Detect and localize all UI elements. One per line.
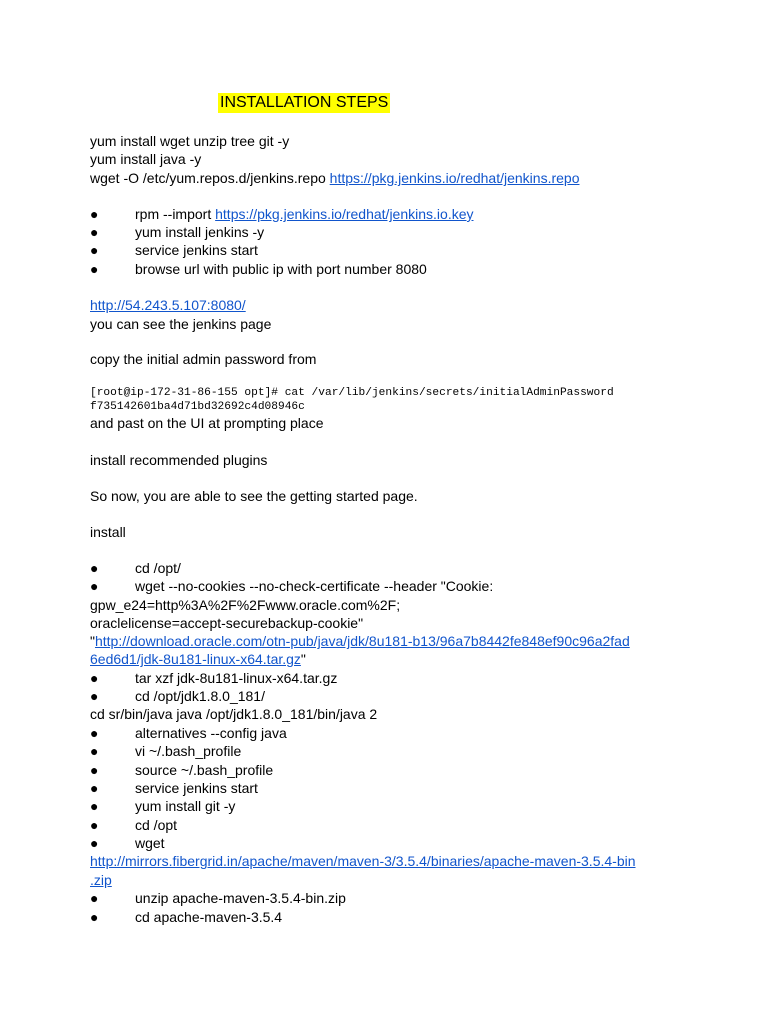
list-item: service jenkins start xyxy=(135,780,258,796)
jenkins-url-link[interactable]: http://54.243.5.107:8080/ xyxy=(90,297,246,313)
list-item: cd apache-maven-3.5.4 xyxy=(135,909,283,925)
jenkins-key-link[interactable]: https://pkg.jenkins.io/redhat/jenkins.io.key xyxy=(215,206,474,222)
bullet-icon: ● xyxy=(90,261,99,277)
text-line: cd sr/bin/java java /opt/jdk1.8.0_181/bin/java 2 xyxy=(90,706,378,722)
bullet-icon: ● xyxy=(90,688,99,704)
console-command: [root@ip-172-31-86-155 opt]# cat /var/lib/jenkins/secrets/initialAdminPassword xyxy=(90,387,614,399)
text-line: So now, you are able to see the getting started page. xyxy=(90,488,418,504)
text-line xyxy=(90,852,636,870)
jenkins-repo-link[interactable]: https://pkg.jenkins.io/redhat/jenkins.repo xyxy=(329,170,580,186)
text-line: you can see the jenkins page xyxy=(90,316,272,332)
text-span: wget -O /etc/yum.repos.d/jenkins.repo xyxy=(90,170,330,186)
list-item: yum install jenkins -y xyxy=(135,224,265,240)
list-item: wget xyxy=(135,835,165,851)
bullet-icon: ● xyxy=(90,206,99,222)
maven-download-link-cont[interactable]: .zip xyxy=(90,872,112,888)
text-span: " xyxy=(90,633,95,649)
bullet-icon: ● xyxy=(90,835,99,851)
list-item: browse url with public ip with port number 8080 xyxy=(135,261,427,277)
text-line: install xyxy=(90,524,126,540)
bullet-icon: ● xyxy=(90,670,99,686)
list-item: alternatives --config java xyxy=(135,725,287,741)
bullet-icon: ● xyxy=(90,762,99,778)
text-line: yum install wget unzip tree git -y xyxy=(90,133,290,149)
text-line: and past on the UI at prompting place xyxy=(90,415,324,431)
list-item: vi ~/.bash_profile xyxy=(135,743,242,759)
bullet-icon: ● xyxy=(90,743,99,759)
page-title: INSTALLATION STEPS xyxy=(220,94,389,111)
text-line xyxy=(90,169,579,187)
list-item: source ~/.bash_profile xyxy=(135,762,274,778)
bullet-icon: ● xyxy=(90,909,99,925)
bullet-icon: ● xyxy=(90,890,99,906)
text-line: install recommended plugins xyxy=(90,452,268,468)
text-span: rpm --import xyxy=(135,206,216,222)
text-line xyxy=(90,296,246,314)
text-span: " xyxy=(300,651,306,667)
bullet-icon: ● xyxy=(90,224,99,240)
list-item: cd /opt/jdk1.8.0_181/ xyxy=(135,688,265,704)
text-line xyxy=(90,650,306,668)
list-item: tar xzf jdk-8u181-linux-x64.tar.gz xyxy=(135,670,338,686)
list-item: yum install git -y xyxy=(135,798,236,814)
text-line: oraclelicense=accept-securebackup-cookie" xyxy=(90,615,364,631)
jdk-download-link[interactable]: http://download.oracle.com/otn-pub/java/jdk/8u181-b13/96a7b8442fe848ef90c96a2fad xyxy=(94,633,630,649)
jdk-download-link-cont[interactable]: 6ed6d1/jdk-8u181-linux-x64.tar.gz xyxy=(90,651,301,667)
list-item: service jenkins start xyxy=(135,242,258,258)
bullet-icon: ● xyxy=(90,780,99,796)
bullet-icon: ● xyxy=(90,560,99,576)
list-item: wget --no-cookies --no-check-certificate --header "Cookie: xyxy=(135,578,494,594)
bullet-icon: ● xyxy=(90,578,99,594)
bullet-icon: ● xyxy=(90,817,99,833)
list-item xyxy=(135,205,474,223)
list-item: cd /opt/ xyxy=(135,560,181,576)
bullet-icon: ● xyxy=(90,242,99,258)
text-line xyxy=(90,871,112,889)
bullet-icon: ● xyxy=(90,798,99,814)
console-output: f735142601ba4d71bd32692c4d08946c xyxy=(90,401,305,413)
text-line: gpw_e24=http%3A%2F%2Fwww.oracle.com%2F; xyxy=(90,597,401,613)
text-line: yum install java -y xyxy=(90,151,202,167)
text-line: copy the initial admin password from xyxy=(90,351,317,367)
list-item: cd /opt xyxy=(135,817,178,833)
text-line xyxy=(90,632,630,650)
maven-download-link[interactable]: http://mirrors.fibergrid.in/apache/maven/maven-3/3.5.4/binaries/apache-maven-3.5.4-bin xyxy=(90,853,636,869)
bullet-icon: ● xyxy=(90,725,99,741)
list-item: unzip apache-maven-3.5.4-bin.zip xyxy=(135,890,346,906)
